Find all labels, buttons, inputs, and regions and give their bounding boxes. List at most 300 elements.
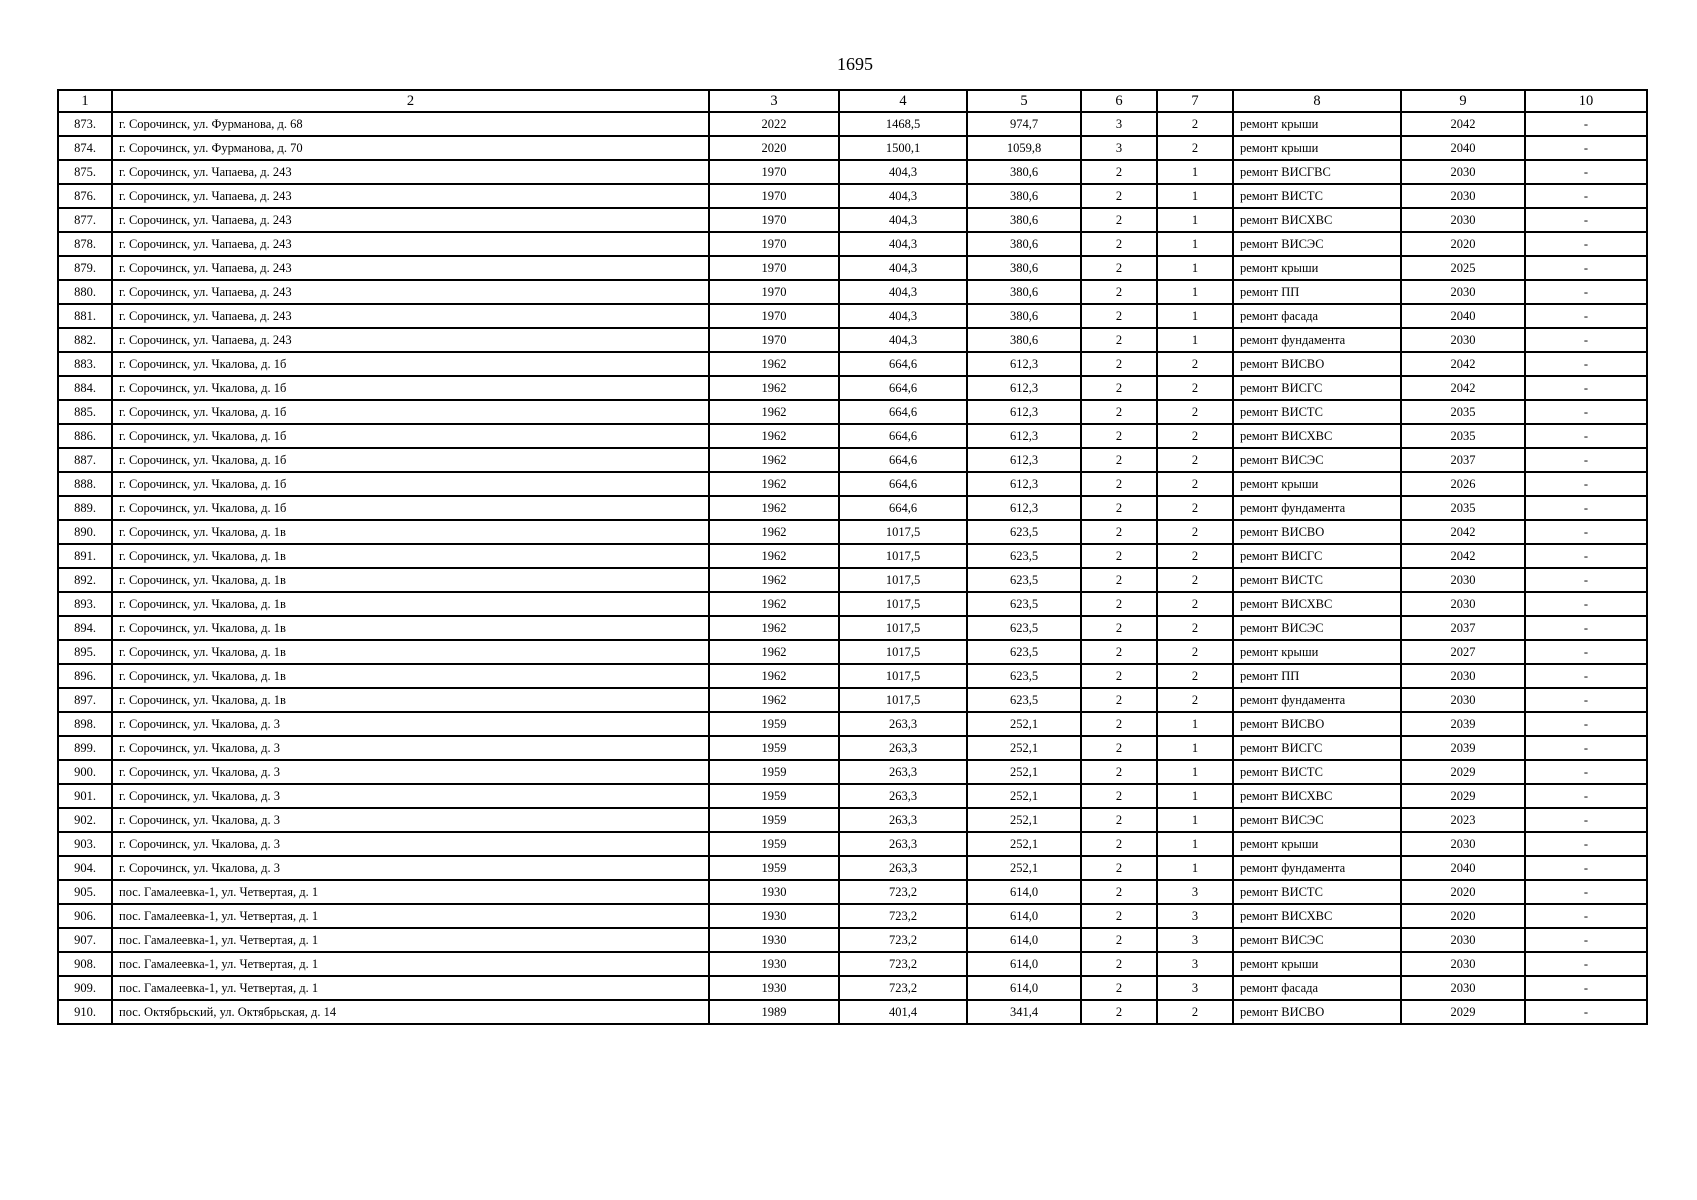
cell-planned-year: 2030 <box>1401 280 1525 304</box>
cell-work-type: ремонт ВИСЭС <box>1233 616 1401 640</box>
cell-work-type: ремонт ВИСВО <box>1233 712 1401 736</box>
cell-planned-year: 2039 <box>1401 712 1525 736</box>
cell-note: - <box>1525 592 1647 616</box>
table-row <box>58 472 1647 496</box>
table-row <box>58 544 1647 568</box>
cell-area-living: 380,6 <box>967 328 1081 352</box>
cell-note: - <box>1525 304 1647 328</box>
cell-address: г. Сорочинск, ул. Чкалова, д. 3 <box>112 712 709 736</box>
cell-work-type: ремонт крыши <box>1233 472 1401 496</box>
cell-address: г. Сорочинск, ул. Чапаева, д. 243 <box>112 160 709 184</box>
cell-note: - <box>1525 232 1647 256</box>
cell-row-number: 886. <box>58 424 112 448</box>
cell-address: г. Сорочинск, ул. Чкалова, д. 1в <box>112 688 709 712</box>
cell-entrances: 3 <box>1157 976 1233 1000</box>
cell-work-type: ремонт ПП <box>1233 280 1401 304</box>
cell-planned-year: 2037 <box>1401 616 1525 640</box>
cell-area-total: 263,3 <box>839 784 967 808</box>
cell-area-living: 623,5 <box>967 544 1081 568</box>
table-row <box>58 784 1647 808</box>
cell-area-living: 623,5 <box>967 616 1081 640</box>
cell-area-living: 612,3 <box>967 424 1081 448</box>
table-row <box>58 352 1647 376</box>
cell-row-number: 894. <box>58 616 112 640</box>
cell-year: 1962 <box>709 448 839 472</box>
cell-floors: 2 <box>1081 664 1157 688</box>
cell-note: - <box>1525 112 1647 136</box>
cell-area-total: 263,3 <box>839 856 967 880</box>
cell-year: 2022 <box>709 112 839 136</box>
cell-floors: 2 <box>1081 952 1157 976</box>
cell-entrances: 2 <box>1157 568 1233 592</box>
cell-address: пос. Гамалеевка-1, ул. Четвертая, д. 1 <box>112 976 709 1000</box>
cell-year: 1962 <box>709 544 839 568</box>
cell-note: - <box>1525 496 1647 520</box>
cell-planned-year: 2020 <box>1401 880 1525 904</box>
cell-year: 1970 <box>709 280 839 304</box>
cell-floors: 2 <box>1081 232 1157 256</box>
cell-address: г. Сорочинск, ул. Чапаева, д. 243 <box>112 208 709 232</box>
cell-planned-year: 2030 <box>1401 592 1525 616</box>
cell-work-type: ремонт фасада <box>1233 976 1401 1000</box>
cell-area-living: 614,0 <box>967 880 1081 904</box>
cell-work-type: ремонт ВИСГС <box>1233 544 1401 568</box>
cell-area-living: 252,1 <box>967 808 1081 832</box>
cell-work-type: ремонт ВИСТС <box>1233 400 1401 424</box>
table-row <box>58 856 1647 880</box>
cell-floors: 2 <box>1081 280 1157 304</box>
cell-area-total: 664,6 <box>839 448 967 472</box>
cell-area-living: 380,6 <box>967 280 1081 304</box>
cell-floors: 2 <box>1081 568 1157 592</box>
cell-row-number: 890. <box>58 520 112 544</box>
table-row <box>58 1000 1647 1024</box>
cell-floors: 2 <box>1081 472 1157 496</box>
cell-entrances: 1 <box>1157 256 1233 280</box>
cell-area-total: 404,3 <box>839 280 967 304</box>
cell-note: - <box>1525 208 1647 232</box>
cell-row-number: 896. <box>58 664 112 688</box>
cell-address: г. Сорочинск, ул. Чкалова, д. 3 <box>112 808 709 832</box>
cell-planned-year: 2042 <box>1401 352 1525 376</box>
cell-row-number: 904. <box>58 856 112 880</box>
cell-note: - <box>1525 400 1647 424</box>
table-row <box>58 112 1647 136</box>
cell-area-living: 612,3 <box>967 472 1081 496</box>
cell-floors: 3 <box>1081 112 1157 136</box>
cell-address: г. Сорочинск, ул. Чкалова, д. 3 <box>112 760 709 784</box>
cell-work-type: ремонт крыши <box>1233 256 1401 280</box>
cell-entrances: 1 <box>1157 760 1233 784</box>
column-header-4: 4 <box>839 90 967 112</box>
cell-year: 1970 <box>709 328 839 352</box>
cell-address: г. Сорочинск, ул. Чкалова, д. 3 <box>112 832 709 856</box>
cell-row-number: 905. <box>58 880 112 904</box>
cell-area-living: 612,3 <box>967 448 1081 472</box>
cell-work-type: ремонт ВИСХВС <box>1233 208 1401 232</box>
cell-area-living: 252,1 <box>967 784 1081 808</box>
cell-address: г. Сорочинск, ул. Чапаева, д. 243 <box>112 280 709 304</box>
cell-entrances: 1 <box>1157 328 1233 352</box>
cell-area-total: 1017,5 <box>839 568 967 592</box>
cell-row-number: 887. <box>58 448 112 472</box>
cell-year: 2020 <box>709 136 839 160</box>
cell-note: - <box>1525 664 1647 688</box>
cell-planned-year: 2040 <box>1401 856 1525 880</box>
table-row <box>58 160 1647 184</box>
cell-note: - <box>1525 856 1647 880</box>
cell-entrances: 2 <box>1157 640 1233 664</box>
cell-planned-year: 2029 <box>1401 1000 1525 1024</box>
cell-year: 1962 <box>709 616 839 640</box>
cell-year: 1970 <box>709 208 839 232</box>
cell-area-total: 1017,5 <box>839 640 967 664</box>
cell-row-number: 880. <box>58 280 112 304</box>
cell-note: - <box>1525 520 1647 544</box>
cell-area-living: 623,5 <box>967 592 1081 616</box>
cell-address: г. Сорочинск, ул. Чапаева, д. 243 <box>112 256 709 280</box>
table-row <box>58 616 1647 640</box>
cell-area-living: 614,0 <box>967 952 1081 976</box>
table-row <box>58 688 1647 712</box>
cell-year: 1962 <box>709 352 839 376</box>
cell-planned-year: 2023 <box>1401 808 1525 832</box>
page-number: 1695 <box>837 54 873 74</box>
cell-entrances: 2 <box>1157 664 1233 688</box>
cell-floors: 2 <box>1081 424 1157 448</box>
cell-area-total: 263,3 <box>839 712 967 736</box>
cell-entrances: 2 <box>1157 688 1233 712</box>
cell-planned-year: 2042 <box>1401 520 1525 544</box>
cell-entrances: 2 <box>1157 448 1233 472</box>
table-row <box>58 976 1647 1000</box>
cell-work-type: ремонт крыши <box>1233 136 1401 160</box>
column-header-3: 3 <box>709 90 839 112</box>
cell-note: - <box>1525 976 1647 1000</box>
cell-area-total: 1468,5 <box>839 112 967 136</box>
cell-area-living: 623,5 <box>967 520 1081 544</box>
cell-area-living: 614,0 <box>967 904 1081 928</box>
cell-address: г. Сорочинск, ул. Чапаева, д. 243 <box>112 232 709 256</box>
cell-note: - <box>1525 544 1647 568</box>
cell-area-total: 664,6 <box>839 352 967 376</box>
cell-floors: 2 <box>1081 376 1157 400</box>
table-row <box>58 424 1647 448</box>
column-header-5: 5 <box>967 90 1081 112</box>
cell-entrances: 2 <box>1157 136 1233 160</box>
cell-floors: 2 <box>1081 760 1157 784</box>
cell-area-total: 1017,5 <box>839 616 967 640</box>
cell-work-type: ремонт ВИСХВС <box>1233 424 1401 448</box>
data-table <box>57 89 1648 1025</box>
cell-work-type: ремонт фундамента <box>1233 328 1401 352</box>
cell-planned-year: 2030 <box>1401 664 1525 688</box>
cell-address: г. Сорочинск, ул. Чкалова, д. 1б <box>112 496 709 520</box>
cell-work-type: ремонт крыши <box>1233 112 1401 136</box>
cell-area-total: 664,6 <box>839 496 967 520</box>
cell-area-total: 664,6 <box>839 424 967 448</box>
cell-year: 1962 <box>709 664 839 688</box>
table-row <box>58 232 1647 256</box>
cell-entrances: 1 <box>1157 208 1233 232</box>
cell-year: 1970 <box>709 232 839 256</box>
cell-row-number: 884. <box>58 376 112 400</box>
cell-area-living: 612,3 <box>967 352 1081 376</box>
cell-area-living: 341,4 <box>967 1000 1081 1024</box>
cell-row-number: 902. <box>58 808 112 832</box>
cell-year: 1959 <box>709 856 839 880</box>
cell-entrances: 2 <box>1157 520 1233 544</box>
cell-area-living: 380,6 <box>967 304 1081 328</box>
cell-floors: 2 <box>1081 448 1157 472</box>
cell-planned-year: 2020 <box>1401 232 1525 256</box>
cell-work-type: ремонт фундамента <box>1233 856 1401 880</box>
cell-year: 1930 <box>709 928 839 952</box>
cell-planned-year: 2029 <box>1401 784 1525 808</box>
cell-note: - <box>1525 160 1647 184</box>
cell-row-number: 903. <box>58 832 112 856</box>
cell-note: - <box>1525 568 1647 592</box>
cell-floors: 2 <box>1081 712 1157 736</box>
cell-address: пос. Гамалеевка-1, ул. Четвертая, д. 1 <box>112 904 709 928</box>
cell-entrances: 1 <box>1157 736 1233 760</box>
cell-work-type: ремонт ВИСЭС <box>1233 448 1401 472</box>
cell-row-number: 895. <box>58 640 112 664</box>
cell-year: 1959 <box>709 760 839 784</box>
table-row <box>58 280 1647 304</box>
cell-address: пос. Гамалеевка-1, ул. Четвертая, д. 1 <box>112 880 709 904</box>
cell-area-living: 252,1 <box>967 712 1081 736</box>
cell-row-number: 881. <box>58 304 112 328</box>
cell-floors: 2 <box>1081 208 1157 232</box>
cell-area-total: 1017,5 <box>839 520 967 544</box>
cell-row-number: 889. <box>58 496 112 520</box>
cell-note: - <box>1525 424 1647 448</box>
cell-row-number: 906. <box>58 904 112 928</box>
cell-note: - <box>1525 448 1647 472</box>
cell-address: г. Сорочинск, ул. Чкалова, д. 1в <box>112 568 709 592</box>
cell-entrances: 1 <box>1157 712 1233 736</box>
cell-area-total: 404,3 <box>839 232 967 256</box>
cell-work-type: ремонт ВИСГВС <box>1233 160 1401 184</box>
cell-address: г. Сорочинск, ул. Чкалова, д. 1в <box>112 616 709 640</box>
cell-row-number: 898. <box>58 712 112 736</box>
cell-area-living: 612,3 <box>967 376 1081 400</box>
cell-planned-year: 2026 <box>1401 472 1525 496</box>
table-row <box>58 496 1647 520</box>
cell-year: 1962 <box>709 496 839 520</box>
cell-note: - <box>1525 352 1647 376</box>
cell-year: 1970 <box>709 184 839 208</box>
cell-area-total: 664,6 <box>839 472 967 496</box>
cell-note: - <box>1525 376 1647 400</box>
table-row <box>58 928 1647 952</box>
cell-entrances: 2 <box>1157 616 1233 640</box>
cell-entrances: 2 <box>1157 112 1233 136</box>
cell-floors: 2 <box>1081 328 1157 352</box>
cell-floors: 2 <box>1081 544 1157 568</box>
cell-address: г. Сорочинск, ул. Чкалова, д. 1в <box>112 640 709 664</box>
cell-planned-year: 2020 <box>1401 904 1525 928</box>
cell-entrances: 2 <box>1157 376 1233 400</box>
cell-entrances: 2 <box>1157 592 1233 616</box>
cell-floors: 2 <box>1081 520 1157 544</box>
cell-work-type: ремонт фасада <box>1233 304 1401 328</box>
cell-planned-year: 2030 <box>1401 976 1525 1000</box>
cell-area-total: 404,3 <box>839 208 967 232</box>
table-row <box>58 760 1647 784</box>
cell-floors: 2 <box>1081 928 1157 952</box>
table-row <box>58 880 1647 904</box>
cell-address: г. Сорочинск, ул. Чкалова, д. 1б <box>112 448 709 472</box>
cell-area-total: 401,4 <box>839 1000 967 1024</box>
cell-entrances: 2 <box>1157 400 1233 424</box>
cell-work-type: ремонт ВИСТС <box>1233 760 1401 784</box>
cell-floors: 2 <box>1081 304 1157 328</box>
cell-work-type: ремонт ВИСТС <box>1233 184 1401 208</box>
cell-entrances: 3 <box>1157 904 1233 928</box>
cell-planned-year: 2030 <box>1401 208 1525 232</box>
table-row <box>58 448 1647 472</box>
cell-address: пос. Гамалеевка-1, ул. Четвертая, д. 1 <box>112 928 709 952</box>
cell-area-living: 623,5 <box>967 688 1081 712</box>
cell-year: 1962 <box>709 592 839 616</box>
cell-address: г. Сорочинск, ул. Чкалова, д. 1б <box>112 352 709 376</box>
table-row <box>58 592 1647 616</box>
table-row <box>58 904 1647 928</box>
cell-year: 1959 <box>709 712 839 736</box>
cell-row-number: 900. <box>58 760 112 784</box>
cell-year: 1989 <box>709 1000 839 1024</box>
cell-row-number: 883. <box>58 352 112 376</box>
cell-planned-year: 2035 <box>1401 424 1525 448</box>
cell-address: г. Сорочинск, ул. Чапаева, д. 243 <box>112 328 709 352</box>
cell-year: 1930 <box>709 904 839 928</box>
table-row <box>58 328 1647 352</box>
cell-work-type: ремонт ВИСТС <box>1233 568 1401 592</box>
cell-note: - <box>1525 640 1647 664</box>
cell-floors: 2 <box>1081 400 1157 424</box>
column-header-9: 9 <box>1401 90 1525 112</box>
cell-note: - <box>1525 472 1647 496</box>
cell-address: г. Сорочинск, ул. Чкалова, д. 1в <box>112 592 709 616</box>
cell-work-type: ремонт фундамента <box>1233 688 1401 712</box>
cell-area-living: 380,6 <box>967 232 1081 256</box>
cell-floors: 2 <box>1081 640 1157 664</box>
cell-address: пос. Гамалеевка-1, ул. Четвертая, д. 1 <box>112 952 709 976</box>
cell-area-total: 263,3 <box>839 760 967 784</box>
column-header-2: 2 <box>112 90 709 112</box>
cell-address: г. Сорочинск, ул. Чкалова, д. 1в <box>112 520 709 544</box>
cell-note: - <box>1525 280 1647 304</box>
cell-note: - <box>1525 1000 1647 1024</box>
cell-year: 1930 <box>709 976 839 1000</box>
cell-area-total: 723,2 <box>839 880 967 904</box>
cell-floors: 2 <box>1081 736 1157 760</box>
cell-entrances: 1 <box>1157 784 1233 808</box>
cell-year: 1962 <box>709 400 839 424</box>
cell-area-total: 1017,5 <box>839 544 967 568</box>
cell-note: - <box>1525 880 1647 904</box>
cell-address: г. Сорочинск, ул. Фурманова, д. 68 <box>112 112 709 136</box>
table-row <box>58 808 1647 832</box>
table-body <box>58 112 1647 1024</box>
cell-floors: 3 <box>1081 136 1157 160</box>
cell-note: - <box>1525 136 1647 160</box>
cell-planned-year: 2030 <box>1401 184 1525 208</box>
column-header-1: 1 <box>58 90 112 112</box>
cell-area-total: 1017,5 <box>839 664 967 688</box>
cell-note: - <box>1525 928 1647 952</box>
cell-work-type: ремонт ВИСЭС <box>1233 808 1401 832</box>
cell-planned-year: 2040 <box>1401 136 1525 160</box>
cell-area-living: 614,0 <box>967 928 1081 952</box>
cell-area-total: 263,3 <box>839 832 967 856</box>
cell-entrances: 1 <box>1157 232 1233 256</box>
cell-planned-year: 2042 <box>1401 376 1525 400</box>
cell-planned-year: 2030 <box>1401 328 1525 352</box>
cell-work-type: ремонт ВИСХВС <box>1233 784 1401 808</box>
cell-year: 1959 <box>709 784 839 808</box>
cell-area-living: 623,5 <box>967 640 1081 664</box>
cell-note: - <box>1525 760 1647 784</box>
cell-area-total: 723,2 <box>839 928 967 952</box>
cell-entrances: 3 <box>1157 952 1233 976</box>
cell-row-number: 908. <box>58 952 112 976</box>
cell-floors: 2 <box>1081 256 1157 280</box>
cell-area-living: 612,3 <box>967 400 1081 424</box>
cell-row-number: 878. <box>58 232 112 256</box>
cell-entrances: 1 <box>1157 160 1233 184</box>
cell-area-total: 404,3 <box>839 184 967 208</box>
cell-planned-year: 2037 <box>1401 448 1525 472</box>
column-header-7: 7 <box>1157 90 1233 112</box>
cell-area-total: 263,3 <box>839 736 967 760</box>
cell-area-living: 380,6 <box>967 208 1081 232</box>
cell-address: г. Сорочинск, ул. Чкалова, д. 1в <box>112 544 709 568</box>
cell-year: 1962 <box>709 520 839 544</box>
cell-floors: 2 <box>1081 592 1157 616</box>
cell-year: 1970 <box>709 160 839 184</box>
cell-area-living: 612,3 <box>967 496 1081 520</box>
cell-floors: 2 <box>1081 616 1157 640</box>
cell-area-living: 380,6 <box>967 160 1081 184</box>
cell-work-type: ремонт ВИСХВС <box>1233 904 1401 928</box>
cell-area-total: 1017,5 <box>839 688 967 712</box>
cell-area-total: 723,2 <box>839 976 967 1000</box>
cell-work-type: ремонт ВИСВО <box>1233 520 1401 544</box>
cell-year: 1959 <box>709 808 839 832</box>
cell-year: 1962 <box>709 376 839 400</box>
cell-area-living: 614,0 <box>967 976 1081 1000</box>
cell-floors: 2 <box>1081 688 1157 712</box>
table-row <box>58 208 1647 232</box>
cell-row-number: 873. <box>58 112 112 136</box>
cell-area-living: 380,6 <box>967 184 1081 208</box>
cell-work-type: ремонт ВИСТС <box>1233 880 1401 904</box>
cell-work-type: ремонт ПП <box>1233 664 1401 688</box>
cell-address: г. Сорочинск, ул. Чкалова, д. 3 <box>112 784 709 808</box>
table-row <box>58 568 1647 592</box>
cell-area-total: 404,3 <box>839 256 967 280</box>
cell-note: - <box>1525 616 1647 640</box>
cell-planned-year: 2042 <box>1401 112 1525 136</box>
cell-area-total: 723,2 <box>839 904 967 928</box>
cell-note: - <box>1525 808 1647 832</box>
cell-entrances: 1 <box>1157 280 1233 304</box>
column-header-8: 8 <box>1233 90 1401 112</box>
cell-floors: 2 <box>1081 856 1157 880</box>
